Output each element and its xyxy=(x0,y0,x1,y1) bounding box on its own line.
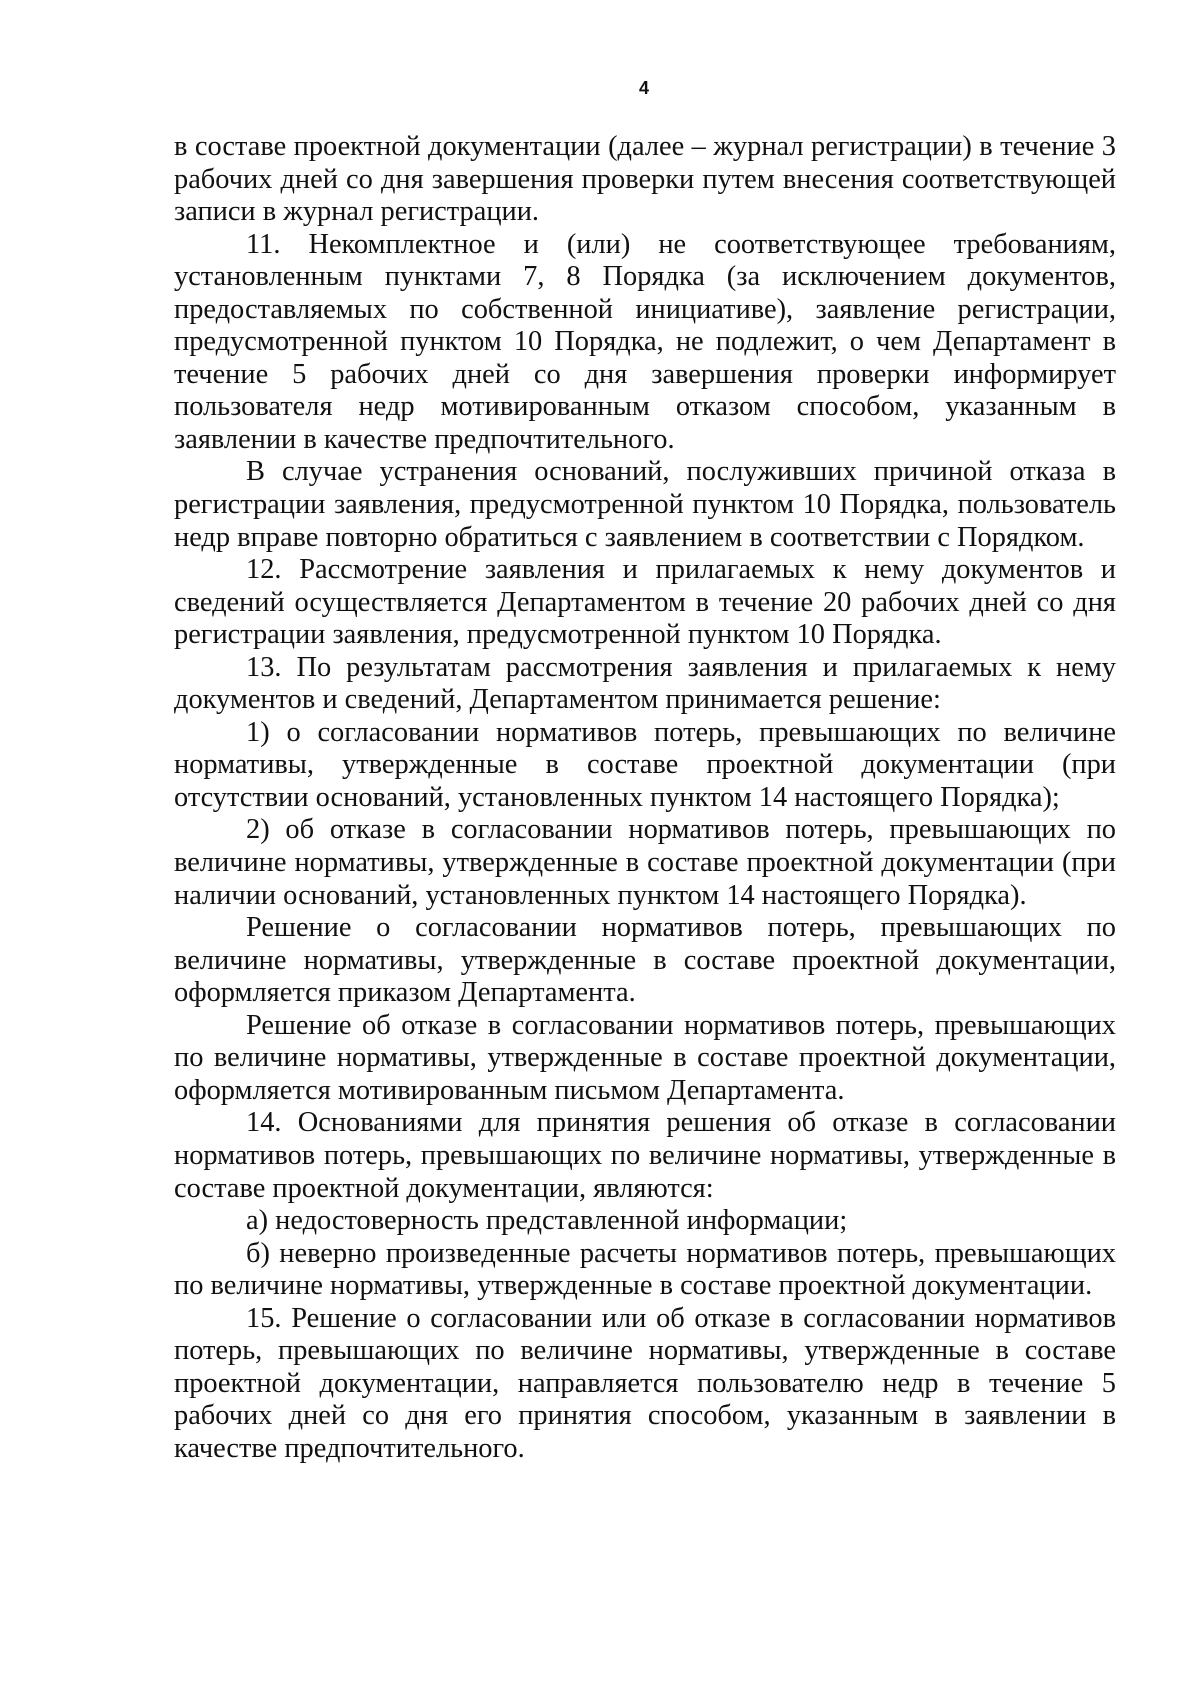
paragraph-item-11: 11. Некомплектное и (или) не соответствующее требованиям, установленным пунктами 7, 8 Порядка (за исключением документов, предоставляемых по собственной инициативе), заявление регистрации, предусмотренной пунктом 10 Порядка, не подлежит, о чем Департамент в течение 5 рабочих дней со дня завершения проверки информирует пользователя недр мотивированным отказом способом, указанным в заявлении в качестве предпочтительного. xyxy=(174,228,1116,455)
paragraph-item-15: 15. Решение о согласовании или об отказе в согласовании нормативов потерь, превышающих по величине нормативы, утвержденные в составе проектной документации, направляется пользователю недр в течение 5 рабочих дней со дня его принятия способом, указанным в заявлении в качестве предпочтительного. xyxy=(174,1302,1116,1464)
paragraph-item-14-ground-a: а) недостоверность представленной информации; xyxy=(246,1205,848,1237)
paragraph-approval-order: Решение о согласовании нормативов потерь, превышающих по величине нормативы, утвержденные в составе проектной документации, оформляется приказом Департамента. xyxy=(174,912,1116,1009)
paragraph-item-11-repeat-application: В случае устранения оснований, послуживших причиной отказа в регистрации заявления, предусмотренной пунктом 10 Порядка, пользователь недр вправе повторно обратиться с заявлением в соответствии с Порядком. xyxy=(174,456,1116,553)
paragraph-item-12: 12. Рассмотрение заявления и прилагаемых к нему документов и сведений осуществляется Департаментом в течение 20 рабочих дней со дня регистрации заявления, предусмотренной пунктом 10 Порядка. xyxy=(174,554,1116,651)
page-number: 4 xyxy=(638,78,649,98)
paragraph-continuation: в составе проектной документации (далее – журнал регистрации) в течение 3 рабочих дней со дня завершения проверки путем внесения соответствующей записи в журнал регистрации. xyxy=(174,131,1116,228)
paragraph-item-13-decision-1: 1) о согласовании нормативов потерь, превышающих по величине нормативы, утвержденные в составе проектной документации (при отсутствии оснований, установленных пунктом 14 настоящего Порядка); xyxy=(174,716,1116,813)
paragraph-item-14-ground-b: б) неверно произведенные расчеты нормативов потерь, превышающих по величине нормативы, утвержденные в составе проектной документации. xyxy=(174,1237,1116,1302)
paragraph-item-13-decision-2: 2) об отказе в согласовании нормативов потерь, превышающих по величине нормативы, утвержденные в составе проектной документации (при наличии оснований, установленных пунктом 14 настоящего Порядка). xyxy=(174,814,1116,911)
paragraph-item-13: 13. По результатам рассмотрения заявления и прилагаемых к нему документов и сведений, Департаментом принимается решение: xyxy=(174,651,1116,716)
paragraph-refusal-letter: Решение об отказе в согласовании нормативов потерь, превышающих по величине нормативы, утвержденные в составе проектной документации, оформляется мотивированным письмом Департамента. xyxy=(174,1009,1116,1106)
paragraph-item-14: 14. Основаниями для принятия решения об отказе в согласовании нормативов потерь, превышающих по величине нормативы, утвержденные в составе проектной документации, являются: xyxy=(174,1107,1116,1204)
document-body xyxy=(174,131,1116,1465)
